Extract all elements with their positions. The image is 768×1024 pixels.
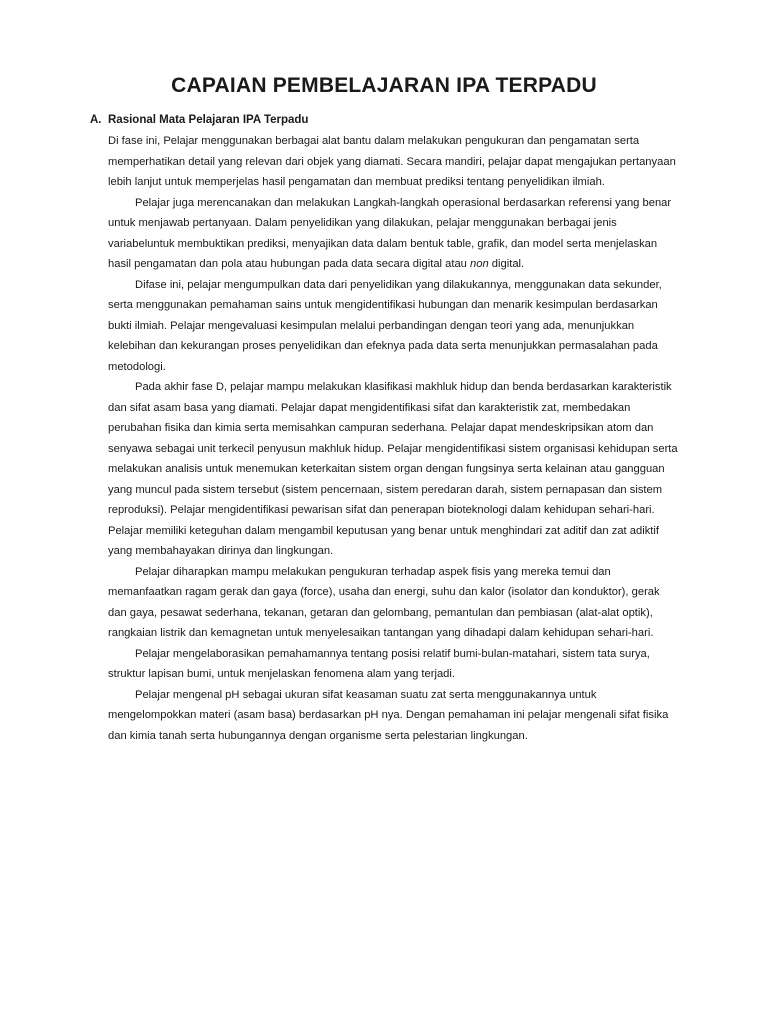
section-marker: A. — [90, 114, 102, 126]
section-heading-text: Rasional Mata Pelajaran IPA Terpadu — [108, 114, 309, 126]
section-heading — [90, 114, 308, 126]
section-body — [108, 131, 680, 746]
paragraph-3: Difase ini, pelajar mengumpulkan data dari penyelidikan yang dilakukannya, menggunakan data sekunder, serta menggunakan pemahaman sains untuk mengidentifikasi hubungan dan menarik kesimpulan berdasarkan bukti ilmiah. Pelajar mengevaluasi kesimpulan melalui perbandingan dengan teori yang ada, menunjukkan kelebihan dan kekurangan proses penyelidikan dan efeknya pada data serta menunjukkan permasalahan pada metodologi. — [108, 278, 662, 373]
paragraph-7: Pelajar mengenal pH sebagai ukuran sifat keasaman suatu zat serta menggunakannya untuk mengelompokkan materi (asam basa) berdasarkan pH nya. Dengan pemahaman ini pelajar mengenali sifat fisika dan kimia tanah serta hubungannya dengan organisme serta pelestarian lingkungan. — [108, 688, 669, 742]
paragraph-2-italic: non — [470, 258, 489, 270]
paragraph-2-text: Pelajar juga merencanakan dan melakukan Langkah-langkah operasional berdasarkan referensi yang benar untuk menjawab pertanyaan. Dalam penyelidikan yang dilakukan, pelajar menggunakan berbagai jenis variabeluntuk membuktikan prediksi, menyajikan data dalam bentuk table, grafik, dan model serta menjelaskan hasil pengamatan dan pola atau hubungan pada data secara digital atau — [108, 196, 672, 270]
paragraph-5: Pelajar diharapkan mampu melakukan pengukuran terhadap aspek fisis yang mereka temui dan memanfaatkan ragam gerak dan gaya (force), usaha dan energi, suhu dan kalor (isolator dan konduktor), gerak dan gaya, pesawat sederhana, tekanan, getaran dan gelombang, pemantulan dan pembiasan (alat-alat optik), rangkaian listrik dan kemagnetan untuk menyelesaikan tantangan yang dihadapi dalam kehidupan sehari-hari. — [108, 565, 660, 639]
document-title: CAPAIAN PEMBELAJARAN IPA TERPADU — [171, 74, 597, 97]
paragraph-1: Di fase ini, Pelajar menggunakan berbagai alat bantu dalam melakukan pengukuran dan pengamatan serta memperhatikan detail yang relevan dari objek yang diamati. Secara mandiri, pelajar dapat mengajukan pertanyaan lebih lanjut untuk memperjelas hasil pengamatan dan membuat prediksi tentang penyelidikan ilmiah. — [108, 135, 676, 188]
paragraph-4: Pada akhir fase D, pelajar mampu melakukan klasifikasi makhluk hidup dan benda berdasarkan karakteristik dan sifat asam basa yang diamati. Pelajar dapat mengidentifikasi sifat dan karakteristik zat, membedakan perubahan fisika dan kimia serta memisahkan campuran sederhana. Pelajar dapat mendeskripsikan atom dan senyawa sebagai unit terkecil penyusun makhluk hidup. Pelajar mengidentifikasi sistem organisasi kehidupan serta melakukan analisis untuk menemukan keterkaitan sistem organ dengan fungsinya serta kelainan atau gangguan yang muncul pada sistem tersebut (sistem pencernaan, sistem peredaran darah, sistem pernapasan dan sistem reproduksi). Pelajar mengidentifikasi pewarisan sifat dan penerapan bioteknologi dalam kehidupan sehari-hari. Pelajar memiliki keteguhan dalam mengambil keputusan yang benar untuk menghindari zat aditif dan zat adiktif yang membahayakan dirinya dan lingkungan. — [108, 381, 678, 557]
paragraph-2-text-end: digital. — [488, 258, 525, 270]
paragraph-6: Pelajar mengelaborasikan pemahamannya tentang posisi relatif bumi-bulan-matahari, sistem tata surya, struktur lapisan bumi, untuk menjelaskan fenomena alam yang terjadi. — [108, 647, 650, 680]
paragraph-2 — [108, 193, 680, 275]
